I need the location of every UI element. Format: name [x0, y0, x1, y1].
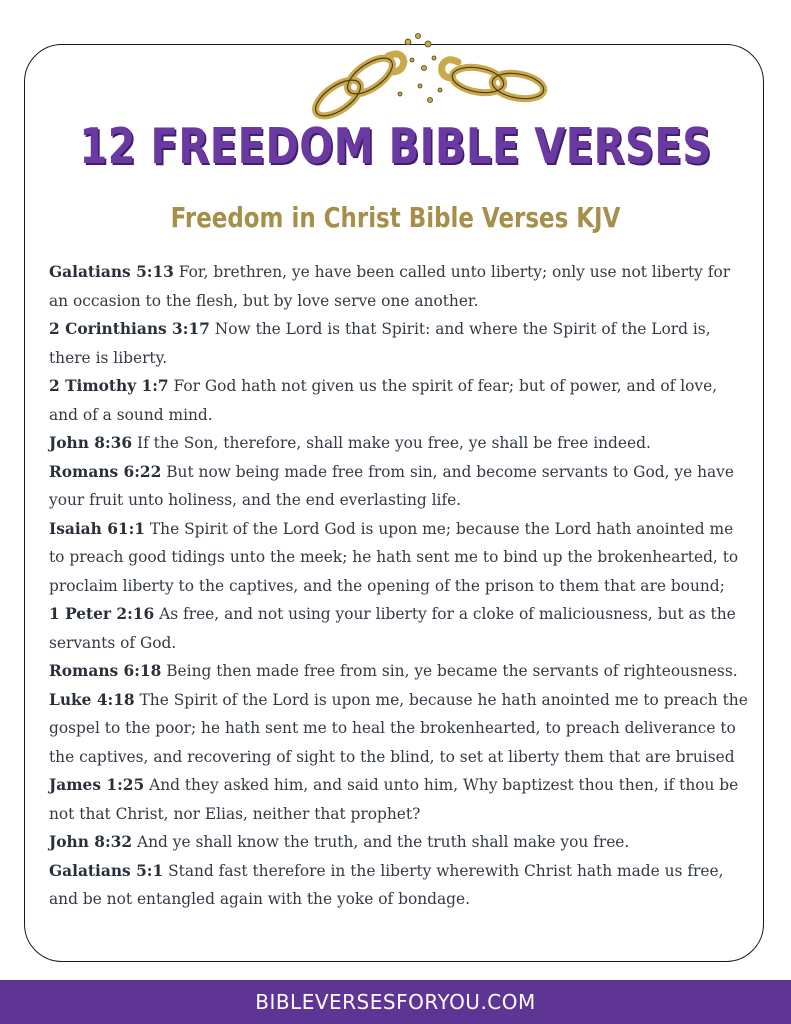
verse-reference: 1 Peter 2:16 [49, 605, 155, 623]
verse-reference: John 8:36 [49, 434, 133, 452]
verse-text: Being then made free from sin, ye became the servants of righteousness. [166, 662, 738, 680]
page-title: 12 FREEDOM BIBLE VERSES [79, 118, 712, 175]
verse-reference: Romans 6:18 [49, 662, 162, 680]
verse-list [49, 258, 749, 914]
verse-item [49, 515, 749, 601]
verse-item [49, 657, 749, 686]
verse-text: The Spirit of the Lord is upon me, because he hath anointed me to preach the gospel to the poor; he hath sent me to heal the brokenhearted, to preach deliverance to the captives, and recovering of sight to the blind, to set at liberty them that are bruised [49, 690, 748, 766]
verse-reference: James 1:25 [49, 776, 145, 794]
broken-chain-icon [300, 28, 560, 128]
footer-website-link[interactable]: BIBLEVERSESFORYOU.COM [255, 990, 536, 1014]
verse-item [49, 600, 749, 657]
verse-text: For God hath not given us the spirit of fear; but of power, and of love, and of a sound mind. [49, 377, 718, 424]
verse-reference: Galatians 5:13 [49, 263, 174, 281]
verse-text: If the Son, therefore, shall make you free, ye shall be free indeed. [137, 434, 651, 452]
verse-reference: Luke 4:18 [49, 690, 135, 709]
verse-item [49, 315, 749, 372]
verse-item [49, 372, 749, 429]
verse-item [49, 857, 749, 914]
verse-reference: Galatians 5:1 [49, 861, 164, 880]
verse-text: The Spirit of the Lord God is upon me; because the Lord hath anointed me to preach good tidings unto the meek; he hath sent me to bind up the brokenhearted, to proclaim liberty to the captives, and the opening of the prison to them that are bound; [49, 519, 739, 595]
verse-item [49, 458, 749, 515]
verse-item [49, 828, 749, 857]
verse-item [49, 686, 749, 772]
verse-text: And ye shall know the truth, and the truth shall make you free. [137, 833, 630, 851]
verse-reference: 2 Timothy 1:7 [49, 377, 169, 395]
page-subtitle: Freedom in Christ Bible Verses KJV [170, 201, 621, 234]
verse-text: As free, and not using your liberty for a cloke of maliciousness, but as the servants of God. [49, 605, 736, 652]
verse-reference: Isaiah 61:1 [49, 519, 146, 538]
footer-bar [0, 980, 791, 1024]
verse-item [49, 429, 749, 458]
verse-text: Stand fast therefore in the liberty wherewith Christ hath made us free, and be not entangled again with the yoke of bondage. [49, 861, 724, 908]
verse-text: Now the Lord is that Spirit: and where the Spirit of the Lord is, there is liberty. [49, 320, 711, 367]
verse-item [49, 771, 749, 828]
verse-item [49, 258, 749, 315]
verse-text: But now being made free from sin, and become servants to God, ye have your fruit unto holiness, and the end everlasting life. [49, 462, 734, 509]
verse-reference: Romans 6:22 [49, 462, 162, 481]
verse-reference: 2 Corinthians 3:17 [49, 320, 210, 338]
verse-reference: John 8:32 [49, 833, 133, 851]
verse-text: For, brethren, ye have been called unto liberty; only use not liberty for an occasion to the flesh, but by love serve one another. [49, 263, 731, 310]
verse-text: And they asked him, and said unto him, Why baptizest thou then, if thou be not that Christ, nor Elias, neither that prophet? [49, 776, 739, 823]
